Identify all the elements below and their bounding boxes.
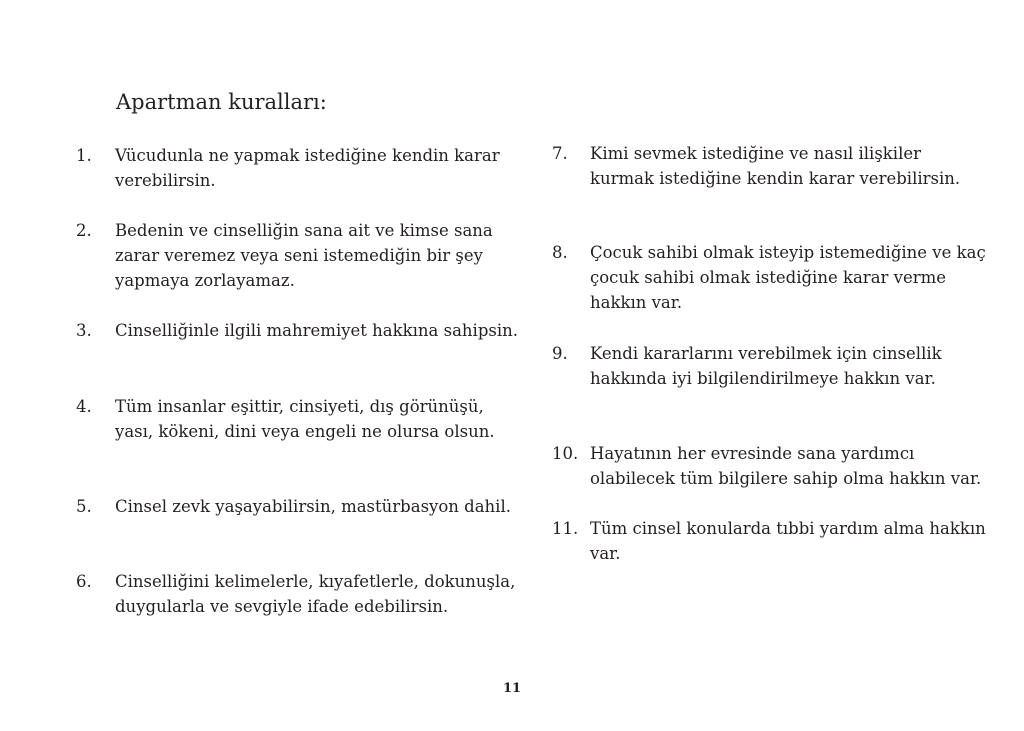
rule-number: 11. xyxy=(552,519,579,538)
page-number: 11 xyxy=(502,681,522,696)
rule-number: 10. xyxy=(552,444,579,463)
rule-text: Tüm cinsel konularda tıbbi yardım alma hakkın var. xyxy=(590,519,986,563)
rule-text: Hayatının her evresinde sana yardımcı olabilecek tüm bilgilere sahip olma hakkın var. xyxy=(590,444,982,488)
rule-text: Cinsel zevk yaşayabilirsin, mastürbasyon dahil. xyxy=(115,497,511,516)
rule-number: 2. xyxy=(76,221,92,240)
rule-text: Kendi kararlarını verebilmek için cinsellik hakkında iyi bilgilendirilmeye hakkın var. xyxy=(590,344,942,388)
rule-number: 9. xyxy=(552,344,568,363)
rule-number: 3. xyxy=(76,321,92,340)
rule-text: Tüm insanlar eşittir, cinsiyeti, dış görünüşü, yası, kökeni, dini veya engeli ne olursa olsun. xyxy=(115,397,495,441)
rule-text: Cinselliğinle ilgili mahremiyet hakkına sahipsin. xyxy=(115,321,519,340)
rule-number: 4. xyxy=(76,397,92,416)
rule-number: 6. xyxy=(76,572,92,591)
rule-text: Kimi sevmek istediğine ve nasıl ilişkiler kurmak istediğine kendin karar verebilirsin. xyxy=(590,144,961,188)
rule-number: 7. xyxy=(552,144,568,163)
rule-text: Çocuk sahibi olmak isteyip istemediğine ve kaç çocuk sahibi olmak istediğine karar verme hakkın var. xyxy=(590,243,986,312)
rule-number: 8. xyxy=(552,243,568,262)
rule-text: Bedenin ve cinselliğin sana ait ve kimse sana zarar veremez veya seni istemediğin bir şey yapmaya zorlayamaz. xyxy=(115,221,493,290)
rule-text: Vücudunla ne yapmak istediğine kendin karar verebilirsin. xyxy=(115,146,500,190)
rule-number: 5. xyxy=(76,497,92,516)
page-title: Apartman kuralları: xyxy=(116,90,327,114)
rule-text: Cinselliğini kelimelerle, kıyafetlerle, dokunuşla, duygularla ve sevgiyle ifade edebilirsin. xyxy=(115,572,516,616)
rule-number: 1. xyxy=(76,146,92,165)
